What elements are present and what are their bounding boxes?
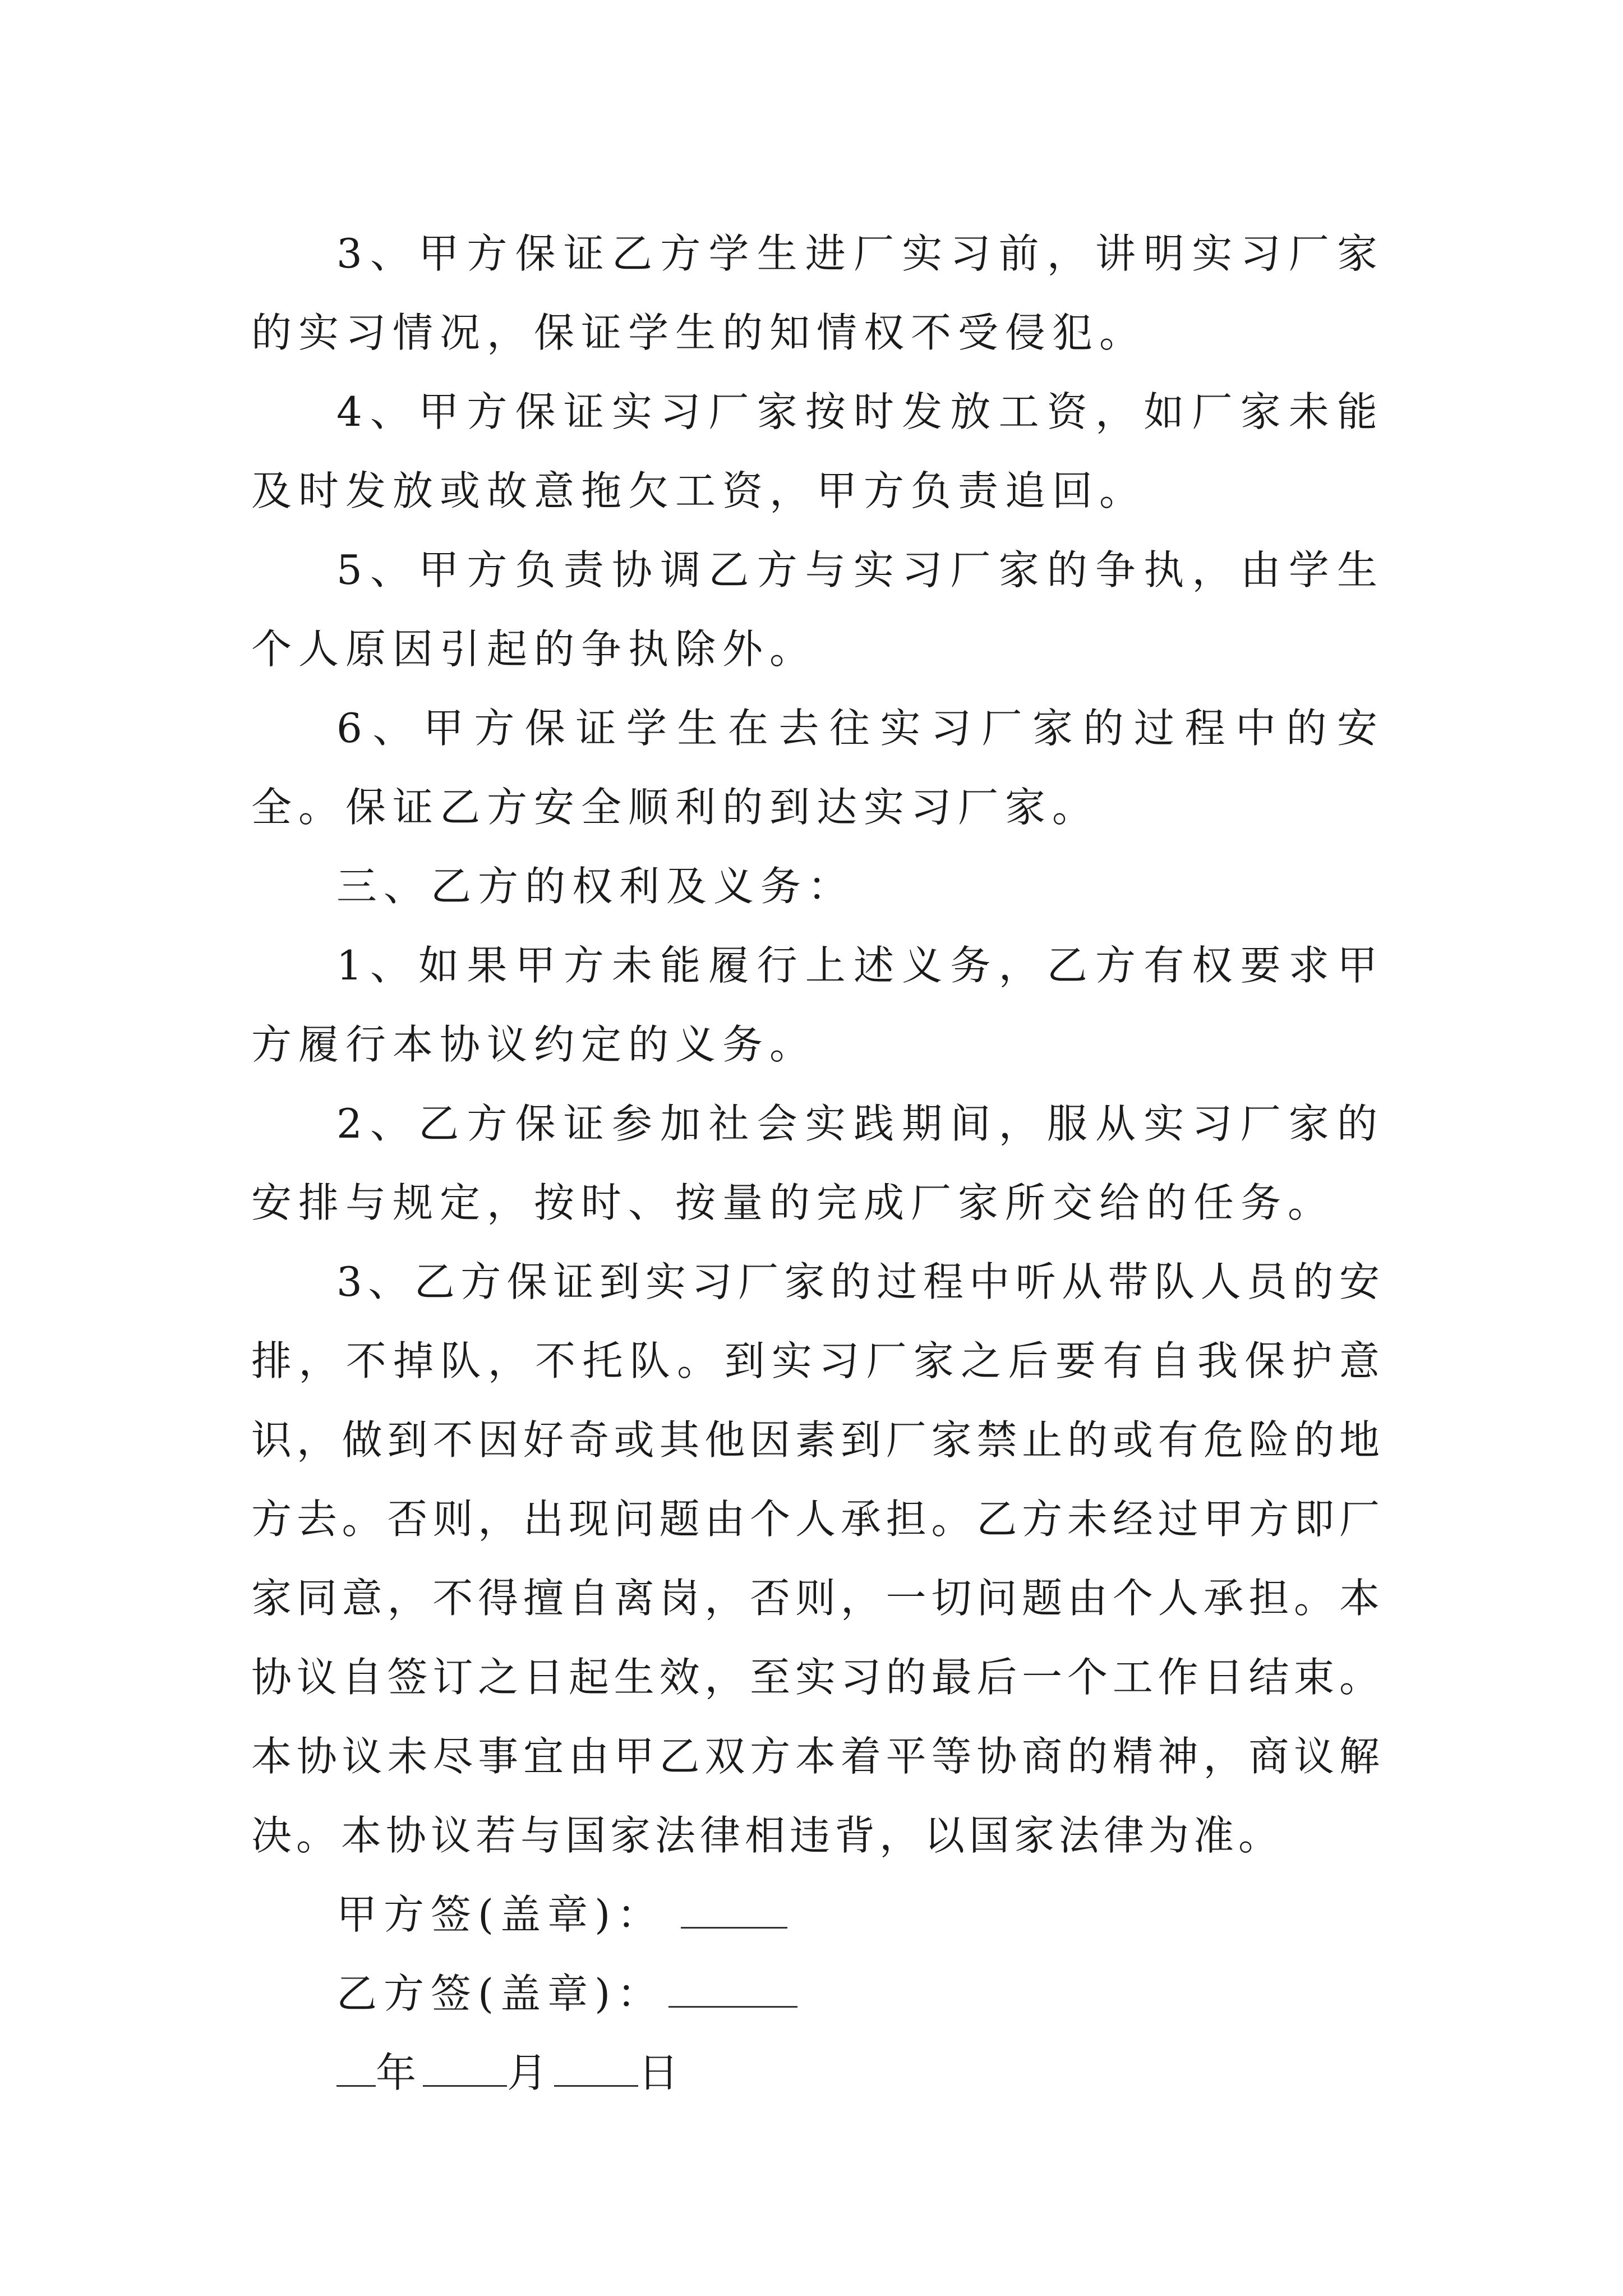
month-label: 月 xyxy=(507,2049,555,2096)
party-b-signature-label: 乙方签(盖章)： xyxy=(336,1970,665,2017)
year-blank xyxy=(336,2063,376,2087)
clause-a5: 5、甲方负责协调乙方与实习厂家的争执，由学生个人原因引起的争执除外。 xyxy=(251,546,1384,673)
party-a-signature-line xyxy=(251,1875,1384,1954)
clause-a6: 6、甲方保证学生在去往实习厂家的过程中的安全。保证乙方安全顺利的到达实习厂家。 xyxy=(251,705,1384,831)
day-blank xyxy=(554,2063,638,2087)
date-line xyxy=(251,2033,1384,2113)
clause-b3: 3、乙方保证到实习厂家的过程中听从带队人员的安排，不掉队，不托队。到实习厂家之后要有自我保护意识，做到不因好奇或其他因素到厂家禁止的或有危险的地方去。否则，出现问题由个人承担。乙方未经过甲方即厂家同意，不得擅自离岗，否则，一切问题由个人承担。本协议自签订之日起生效，至实习的最后一个工作日结束。本协议未尽事宜由甲乙双方本着平等协商的精神，商议解决。本协议若与国家法律相违背，以国家法律为准。 xyxy=(251,1258,1384,1859)
clause-b1: 1、如果甲方未能履行上述义务，乙方有权要求甲方履行本协议约定的义务。 xyxy=(251,942,1384,1068)
clause-b2: 2、乙方保证参加社会实践期间，服从实习厂家的安排与规定，按时、按量的完成厂家所交给的任务。 xyxy=(251,1100,1384,1226)
month-blank xyxy=(423,2063,507,2087)
clause-a3: 3、甲方保证乙方学生进厂实习前，讲明实习厂家的实习情况，保证学生的知情权不受侵犯。 xyxy=(251,230,1384,356)
party-a-signature-blank xyxy=(681,1904,787,1929)
day-label: 日 xyxy=(638,2049,686,2096)
document-body xyxy=(251,214,1384,2113)
section-heading-party-b: 三、乙方的权利及义务： xyxy=(336,863,855,910)
party-a-signature-label: 甲方签(盖章)： xyxy=(336,1891,665,1938)
signature-block xyxy=(251,1875,1384,2113)
party-b-signature-line xyxy=(251,1954,1384,2033)
year-label: 年 xyxy=(376,2049,423,2096)
party-b-signature-blank xyxy=(668,1984,797,2008)
clause-a4: 4、甲方保证实习厂家按时发放工资，如厂家未能及时发放或故意拖欠工资，甲方负责追回。 xyxy=(251,388,1384,514)
